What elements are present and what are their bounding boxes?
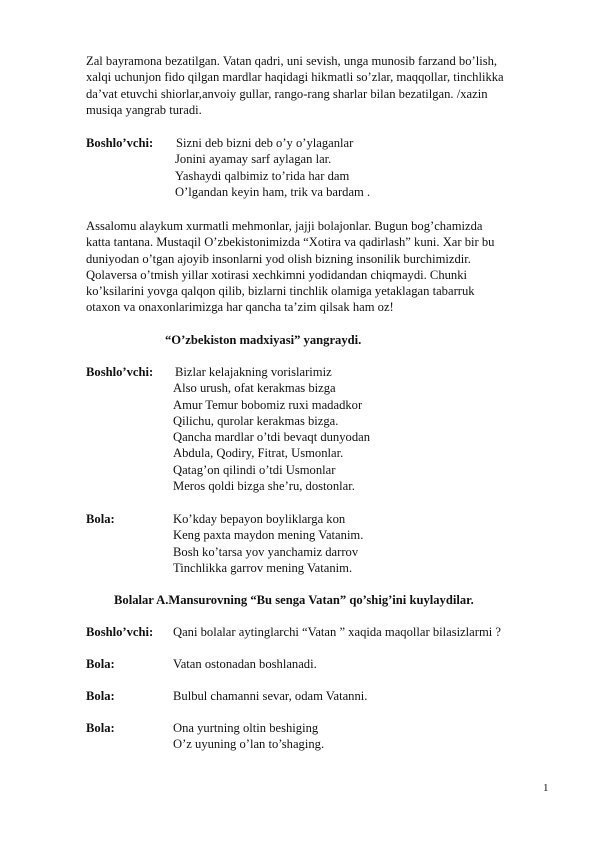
speaker-label: Bola: — [86, 512, 115, 526]
text-line: duniyodan o’tgan ajoyib insonlarni yod olish bizning insonilik burchimizdir. — [86, 251, 471, 266]
text-line: da’vat etuvchi shiorlar,anvoiy gullar, rango-rang sharlar bilan bezatilgan. /xazin — [86, 86, 488, 101]
verse-lines — [173, 511, 363, 576]
speaker-label: Boshlo’vchi: — [86, 136, 154, 150]
verse-lines — [173, 720, 324, 753]
text-line: ko’ksilarini yovga qalqon qilib, bizlarni tinchlik olamiga yetaklagan tabarruk — [86, 284, 475, 299]
verse-line: Tinchlikka garrov mening Vatanim. — [173, 560, 353, 575]
verse-line: Qancha mardlar o’tdi bevaqt dunyodan — [173, 430, 371, 445]
page-number: 1 — [543, 782, 549, 794]
verse-line: Amur Temur bobomiz ruxi madadkor — [173, 397, 363, 412]
text-line: Zal bayramona bezatilgan. Vatan qadri, uni sevish, unga munosib farzand bo’lish, — [86, 54, 498, 68]
verse-line: Ona yurtning oltin beshiging — [173, 721, 319, 735]
greeting-paragraph — [86, 218, 556, 316]
song-heading: Bolalar A.Mansurovning “Bu senga Vatan” qo’shig’ini kuylaydilar. — [114, 593, 474, 607]
verse-line: Abdula, Qodiry, Fitrat, Usmonlar. — [173, 446, 344, 461]
speaker-label: Boshlo’vchi: — [86, 625, 154, 639]
text-line: Qolaversa o’tmish yillar xotirasi xechkimni yodidandan chiqmaydi. Chunki — [86, 267, 468, 282]
verse-line: Sizni deb bizni deb o’y o’ylaganlar — [176, 136, 354, 150]
verse-lines — [173, 688, 367, 704]
verse-lines — [173, 656, 317, 672]
verse-line: Also urush, ofat kerakmas bizga — [173, 381, 336, 396]
speaker-label: Boshlo’vchi: — [86, 365, 154, 379]
verse-line: Bizlar kelajakning vorislarimiz — [175, 365, 332, 379]
text-line: otaxon va onaxonlarimizga har qancha ta’zim qilsak ham oz! — [86, 300, 394, 315]
verse-line: Ko’kday bepayon boyliklarga kon — [173, 512, 346, 526]
intro-paragraph — [86, 53, 556, 118]
verse-line: O’z uyuning o’lan to’shaging. — [173, 737, 325, 752]
text-line: musiqa yangrab turadi. — [86, 102, 202, 117]
anthem-heading: “O’zbekiston madxiyasi” yangraydi. — [165, 333, 362, 347]
verse-line: Vatan ostonadan boshlanadi. — [173, 657, 317, 671]
text-line: Assalomu alaykum xurmatli mehmonlar, jajji bolajonlar. Bugun bog’chamizda — [86, 219, 483, 233]
verse-line: Bulbul chamanni sevar, odam Vatanni. — [173, 689, 368, 703]
verse-line: Bosh ko’tarsa yov yanchamiz darrov — [173, 544, 359, 559]
verse-line: Jonini ayamay sarf aylagan lar. — [175, 152, 332, 167]
speaker-label: Bola: — [86, 721, 115, 735]
text-line: xalqi uchunjon fido qilgan mardlar haqidagi hikmatli so’zlar, maqqollar, tinchlikka — [86, 70, 504, 85]
verse-line: Qani bolalar aytinglarchi “Vatan ” xaqida maqollar bilasizlarmi ? — [173, 625, 502, 639]
speaker-label: Bola: — [86, 657, 115, 671]
verse-line: Yashaydi qalbimiz to’rida har dam — [175, 168, 350, 183]
verse-lines — [173, 624, 501, 640]
verse-line: Qatag’on qilindi o’tdi Usmonlar — [173, 462, 336, 477]
verse-lines — [173, 364, 370, 494]
text-line: katta tantana. Mustaqil O’zbekistonimizda “Xotira va qadirlash” kuni. Xar bir bu — [86, 235, 495, 250]
verse-line: Meros qoldi bizga she’ru, dostonlar. — [173, 479, 355, 494]
verse-line: Keng paxta maydon mening Vatanim. — [173, 528, 364, 543]
verse-line: O’lgandan keyin ham, trik va bardam . — [175, 184, 371, 199]
verse-lines — [175, 135, 370, 200]
speaker-label: Bola: — [86, 689, 115, 703]
verse-line: Qilichu, qurolar kerakmas bizga. — [173, 413, 339, 428]
